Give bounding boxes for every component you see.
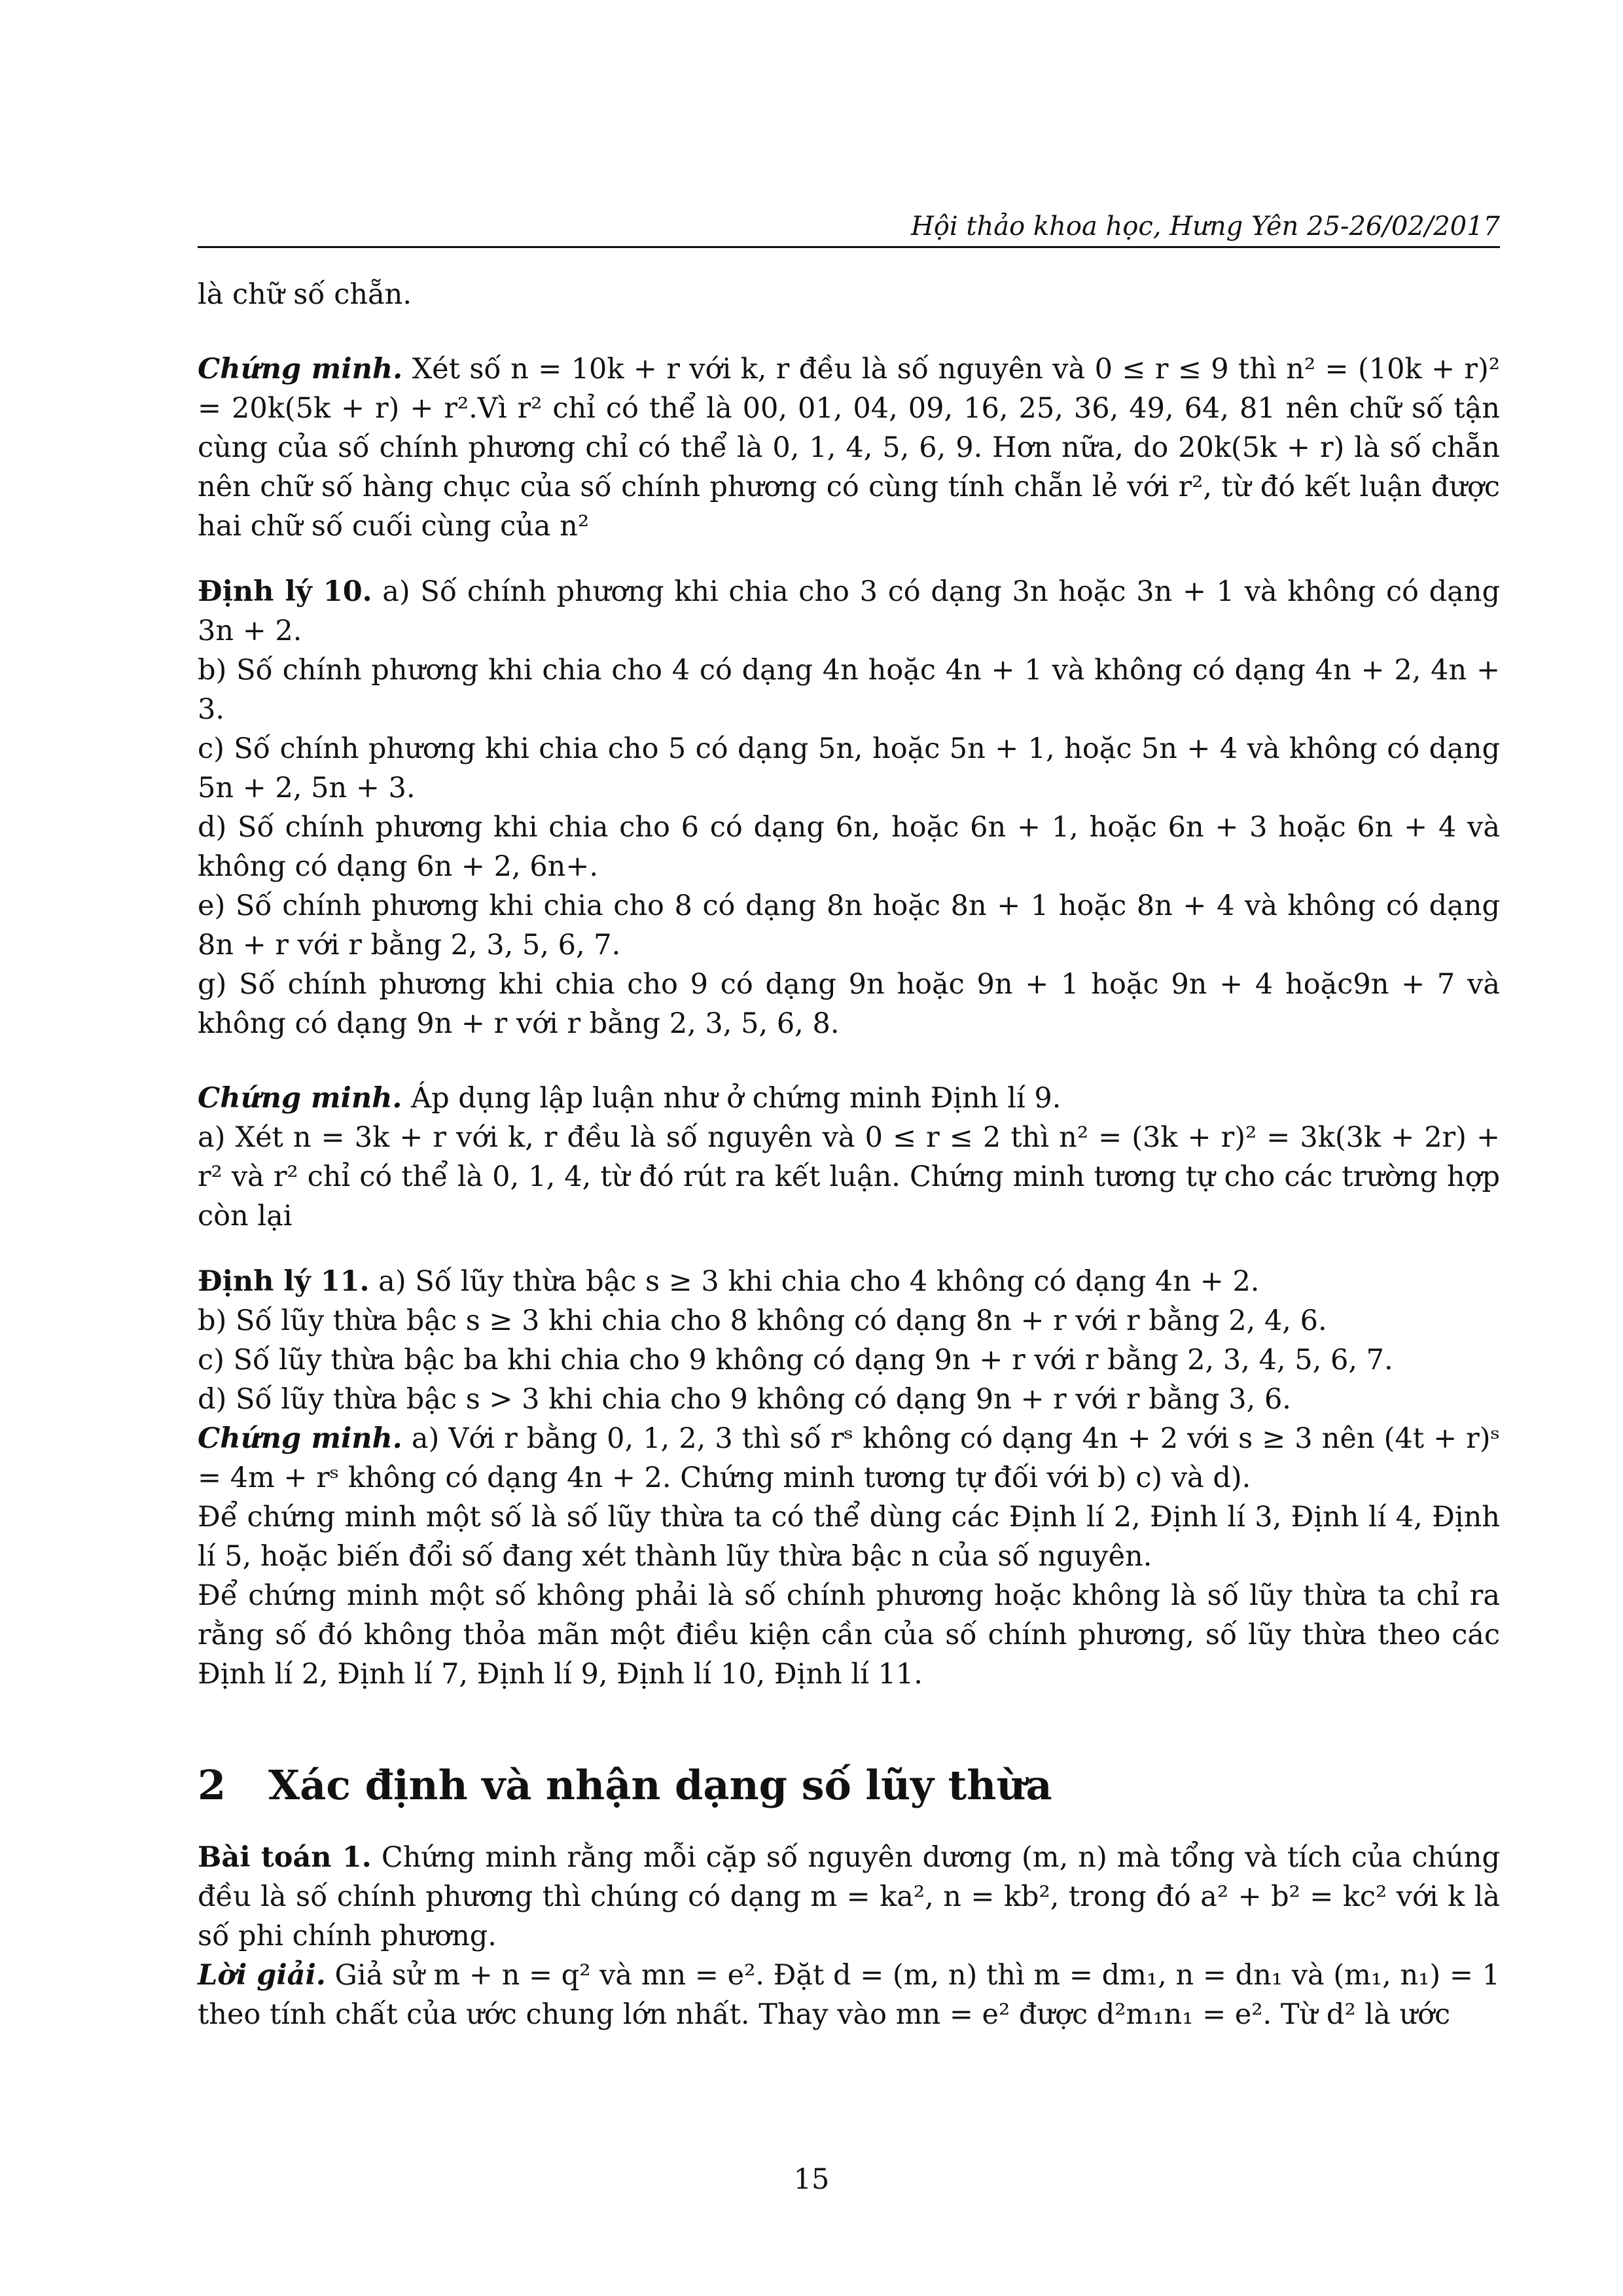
proof-paragraph <box>198 1079 1500 1118</box>
theorem-10-part-e: e) Số chính phương khi chia cho 8 có dạng 8n hoặc 8n + 1 hoặc 8n + 4 và không có dạng 8n + r với r bằng 2, 3, 5, 6, 7. <box>198 889 1500 961</box>
page-body <box>198 275 1500 2034</box>
proof-part-a: a) Xét n = 3k + r với k, r đều là số nguyên và 0 ≤ r ≤ 2 thì n² = (3k + r)² = 3k(3k + 2r) + r² và r² chỉ có thể là 0, 1, 4, từ đó rút ra kết luận. Chứng minh tương tự cho các trường hợp còn lại <box>198 1121 1500 1232</box>
solution-paragraph <box>198 1956 1500 2034</box>
solution-label: Lời giải. <box>198 1959 326 1992</box>
section-title: Xác định và nhận dạng số lũy thừa <box>268 1761 1052 1809</box>
solution-text: Giả sử m + n = q² và mn = e². Đặt d = (m, n) thì m = dm₁, n = dn₁ và (m₁, n₁) = 1 theo tính chất của ước chung lớn nhất. Thay vào mn = e² được d²m₁n₁ = e². Từ d² là ước <box>198 1959 1500 2031</box>
proof-paragraph <box>198 1419 1500 1498</box>
section-heading <box>198 1759 1500 1812</box>
proof-label: Chứng minh. <box>198 353 403 386</box>
paragraph-continuation: là chữ số chẵn. <box>198 278 412 311</box>
problem-label: Bài toán 1. <box>198 1841 372 1874</box>
theorem-10-part-c: c) Số chính phương khi chia cho 5 có dạng 5n, hoặc 5n + 1, hoặc 5n + 4 và không có dạng 5n + 2, 5n + 3. <box>198 732 1500 804</box>
header-rule <box>198 246 1500 248</box>
theorem-10-part-b: b) Số chính phương khi chia cho 4 có dạng 4n hoặc 4n + 1 và không có dạng 4n + 2, 4n + 3. <box>198 654 1500 726</box>
theorem-10 <box>198 572 1500 651</box>
section-number: 2 <box>198 1761 226 1809</box>
problem-statement <box>198 1838 1500 1956</box>
proof-text: Áp dụng lập luận như ở chứng minh Định lí 9. <box>402 1082 1061 1115</box>
note-paragraph: Để chứng minh một số không phải là số chính phương hoặc không là số lũy thừa ta chỉ ra rằng số đó không thỏa mãn một điều kiện cần của số chính phương, số lũy thừa theo các Định lí 2, Định lí 7, Định lí 9, Định lí 10, Định lí 11. <box>198 1579 1500 1691</box>
theorem-10-part-g: g) Số chính phương khi chia cho 9 có dạng 9n hoặc 9n + 1 hoặc 9n + 4 hoặc9n + 7 và không có dạng 9n + r với r bằng 2, 3, 5, 6, 8. <box>198 968 1500 1040</box>
proof-label: Chứng minh. <box>198 1082 402 1115</box>
proof-label: Chứng minh. <box>198 1422 402 1455</box>
theorem-part-a: a) Số chính phương khi chia cho 3 có dạng 3n hoặc 3n + 1 và không có dạng 3n + 2. <box>198 575 1501 647</box>
note-paragraph: Để chứng minh một số là số lũy thừa ta có thể dùng các Định lí 2, Định lí 3, Định lí 4, Định lí 5, hoặc biến đổi số đang xét thành lũy thừa bậc n của số nguyên. <box>198 1501 1500 1573</box>
proof-text: Xét số n = 10k + r với k, r đều là số nguyên và 0 ≤ r ≤ 9 thì n² = (10k + r)² = 20k(5k + r) + r².Vì r² chỉ có thể là 00, 01, 04, 09, 16, 25, 36, 49, 64, 81 nên chữ số tận cùng của số chính phương chỉ có thể là 0, 1, 4, 5, 6, 9. Hơn nữa, do 20k(5k + r) là số chẵn nên chữ số hàng chục của số chính phương có cùng tính chẵn lẻ với r², từ đó kết luận được hai chữ số cuối cùng của n² <box>198 353 1500 543</box>
theorem-11-part-c: c) Số lũy thừa bậc ba khi chia cho 9 không có dạng 9n + r với r bằng 2, 3, 4, 5, 6, 7. <box>198 1344 1393 1376</box>
page-number: 15 <box>793 2163 830 2196</box>
theorem-label: Định lý 10. <box>198 575 372 608</box>
running-header: Hội thảo khoa học, Hưng Yên 25-26/02/2017 <box>910 211 1500 242</box>
theorem-10-part-d: d) Số chính phương khi chia cho 6 có dạng 6n, hoặc 6n + 1, hoặc 6n + 3 hoặc 6n + 4 và không có dạng 6n + 2, 6n+. <box>198 811 1500 883</box>
theorem-part-a: a) Số lũy thừa bậc s ≥ 3 khi chia cho 4 không có dạng 4n + 2. <box>369 1265 1260 1298</box>
theorem-11-part-d: d) Số lũy thừa bậc s > 3 khi chia cho 9 không có dạng 9n + r với r bằng 3, 6. <box>198 1383 1291 1416</box>
problem-text: Chứng minh rằng mỗi cặp số nguyên dương (m, n) mà tổng và tích của chúng đều là số chính phương thì chúng có dạng m = ka², n = kb², trong đó a² + b² = kc² với k là số phi chính phương. <box>198 1841 1501 1952</box>
proof-paragraph <box>198 350 1500 546</box>
theorem-11 <box>198 1262 1500 1301</box>
theorem-label: Định lý 11. <box>198 1265 370 1298</box>
theorem-11-part-b: b) Số lũy thừa bậc s ≥ 3 khi chia cho 8 không có dạng 8n + r với r bằng 2, 4, 6. <box>198 1304 1327 1337</box>
proof-text: a) Với r bằng 0, 1, 2, 3 thì số rˢ không có dạng 4n + 2 với s ≥ 3 nên (4t + r)ˢ = 4m + rˢ không có dạng 4n + 2. Chứng minh tương tự đối với b) c) và d). <box>198 1422 1500 1494</box>
